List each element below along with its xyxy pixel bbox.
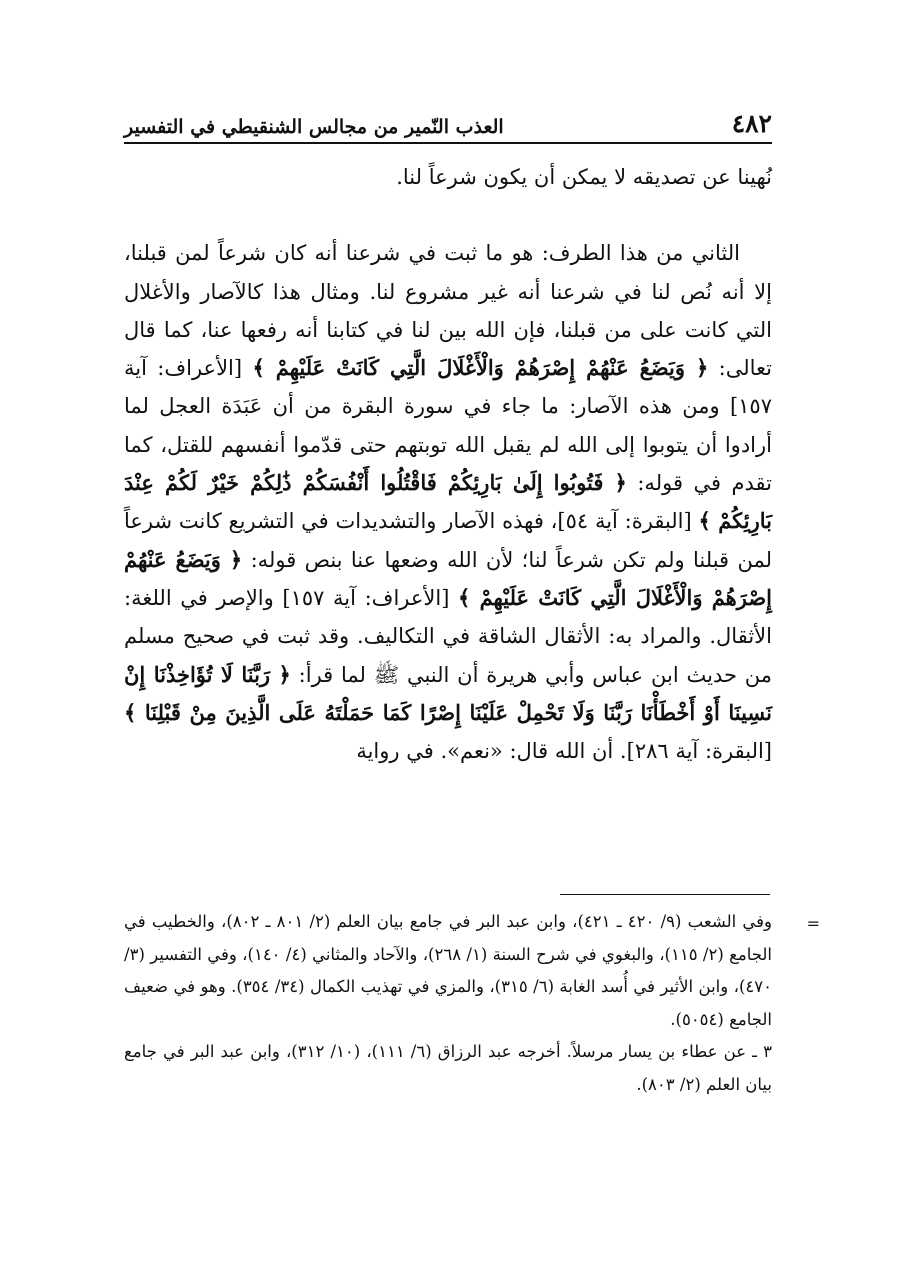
footnote-text: وفي الشعب (٩/ ٤٢٠ ـ ٤٢١)، وابن عبد البر في جامع بيان العلم (٢/ ٨٠١ ـ ٨٠٢)، والخطيب في الجامع (٢/ ١١٥)، والبغوي في شرح السنة (١/ ٢٦٨)، والآحاد والمثاني (٤/ ١٤٠)، وفي التفسير (٣/ ٤٧٠)، وابن الأثير في أُسد الغابة (٦/ ٣١٥)، والمزي في تهذيب الكمال (٣٤/ ٣٥٤). وهو في ضعيف الجامع (٥٠٥٤). [124, 912, 773, 1029]
text-segment: [البقرة: آية ٢٨٦]. أن الله قال: «نعم». في رواية [356, 739, 772, 764]
quran-verse: ﴿ وَيَضَعُ عَنْهُمْ إِصْرَهُمْ وَالْأَغْلَالَ الَّتِي كَانَتْ عَلَيْهِمْ ﴾ [252, 355, 709, 381]
quran-verse: ﴿ فَتُوبُوا إِلَىٰ بَارِئِكُمْ فَاقْتُلُوا أَنْفُسَكُمْ ذَٰلِكُمْ خَيْرٌ لَكُمْ عِنْدَ بَارِئِكُمْ ﴾ [124, 470, 772, 534]
footnote-continued [124, 906, 820, 1036]
quran-verse: ﴿ رَبَّنَا لَا تُؤَاخِذْنَا إِنْ نَسِينَا أَوْ أَخْطَأْنَا رَبَّنَا وَلَا تَحْمِلْ عَلَيْنَا إِصْرًا كَمَا حَمَلْتَهُ عَلَى الَّذِينَ مِنْ قَبْلِنَا ﴾ [124, 661, 772, 725]
text-segment: الثاني من هذا الطرف: هو ما ثبت في شرعنا أنه كان شرعاً لمن قبلنا، إلا أنه نُص لنا في شرعنا أنه غير مشروع لنا. ومثال هذا كالآصار والأغلال التي كانت على من قبلنا، فإن الله بين لنا في كتابنا أنه رفعها عنا، كما قال تعالى: [124, 241, 772, 381]
quran-verse: ﴿ وَيَضَعُ عَنْهُمْ إِصْرَهُمْ وَالْأَغْلَالَ الَّتِي كَانَتْ عَلَيْهِمْ ﴾ [124, 546, 773, 610]
paragraph-gap [124, 196, 772, 234]
footnote-3 [124, 1036, 772, 1101]
footnote-separator [560, 894, 770, 895]
continuation-mark: = [806, 914, 820, 933]
page-number: ٤٨٢ [731, 109, 772, 138]
text-segment: [الأعراف: آية ١٥٧] والإصر في اللغة: الأثقال. والمراد به: الأثقال الشاقة في التكاليف. وقد ثبت في صحيح مسلم من حديث ابن عباس وأبي هريرة أن النبي ﷺ لما قرأ: [124, 585, 773, 687]
main-text [124, 158, 772, 770]
book-title: العذب النّمير من مجالس الشنقيطي في التفسير [124, 116, 504, 138]
footnotes [124, 906, 820, 1101]
paragraph-1: نُهينا عن تصديقه لا يمكن أن يكون شرعاً لنا. [396, 165, 772, 189]
footnote-text: ٣ ـ عن عطاء بن يسار مرسلاً. أخرجه عبد الرزاق (٦/ ١١١)، (١٠/ ٣١٢)، وابن عبد البر في جامع بيان العلم (٢/ ٨٠٣). [124, 1042, 772, 1094]
text-segment: [الأعراف: آية ١٥٧] ومن هذه الآصار: ما جاء في سورة البقرة من أن عَبَدَة العجل لما أرادوا أن يتوبوا إلى الله لم يقبل الله توبتهم حتى قدّموا أنفسهم للقتل، كما تقدم في قوله: [124, 356, 772, 496]
running-header [124, 98, 772, 144]
text-segment: [البقرة: آية ٥٤]، فهذه الآصار والتشديدات في التشريع كانت شرعاً لمن قبلنا ولم تكن شرعاً لنا؛ لأن الله وضعها عنا بنص قوله: [124, 509, 772, 572]
paragraph-2 [124, 234, 772, 770]
